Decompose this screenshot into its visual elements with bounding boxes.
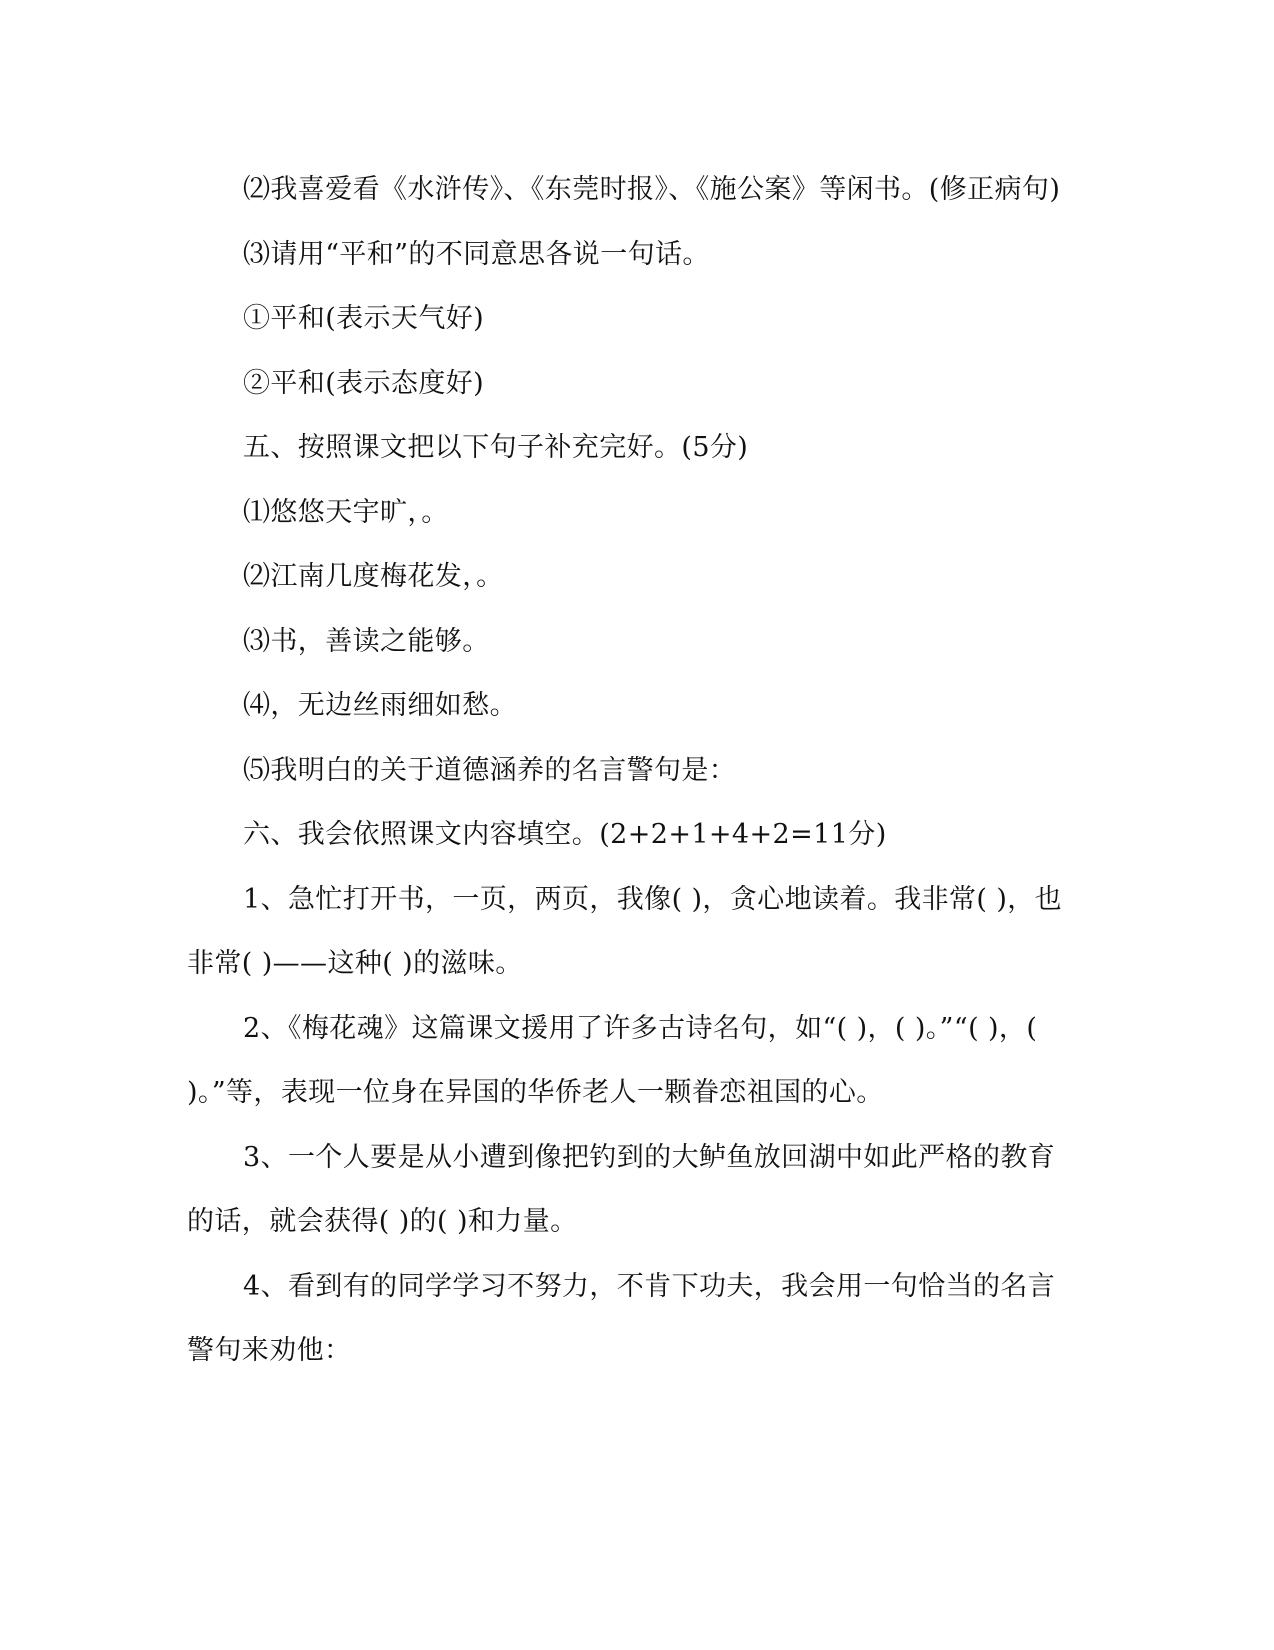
paragraph-fill-1: ⑴悠悠天宇旷，。 — [243, 496, 449, 528]
paragraph-correct-sentence: ⑵我喜爱看《水浒传》、《东莞时报》、《施公案》等闲书。(修正病句) — [243, 174, 1061, 205]
paragraph-question-2: 2、《梅花魂》这篇课文援用了许多古诗名句，如“( )，( )。”“( )，( )。”等，表现一位身在异国的华侨老人一颗眷恋祖国的心。 — [187, 1012, 1038, 1108]
section-heading-six: 六、我会依照课文内容填空。(2+2+1+4+2=11分) — [243, 819, 887, 850]
section-heading-five: 五、按照课文把以下句子补充完好。(5分) — [243, 432, 749, 463]
paragraph-fill-2: ⑵江南几度梅花发，。 — [243, 561, 504, 592]
paragraph-pinghe-question: ⑶请用“平和”的不同意思各说一句话。 — [243, 238, 710, 270]
document-body — [187, 158, 1072, 1384]
paragraph-fill-3: ⑶书，善读之能够。 — [243, 625, 490, 657]
paragraph-pinghe-attitude: ②平和(表示态度好) — [243, 367, 485, 399]
paragraph-question-1: 1、急忙打开书，一页，两页，我像( )，贪心地读着。我非常( )，也非常( )——这种( )的滋味。 — [187, 883, 1063, 979]
paragraph-question-4: 4、看到有的同学学习不努力，不肯下功夫，我会用一句恰当的名言警句来劝他： — [187, 1270, 1056, 1366]
paragraph-pinghe-weather: ①平和(表示天气好) — [243, 303, 485, 334]
paragraph-fill-4: ⑷，无边丝雨细如愁。 — [243, 690, 517, 721]
paragraph-fill-5: ⑸我明白的关于道德涵养的名言警句是： — [243, 754, 737, 786]
paragraph-question-3: 3、一个人要是从小遭到像把钓到的大鲈鱼放回湖中如此严格的教育的话，就会获得( )的( )和力量。 — [187, 1141, 1056, 1237]
